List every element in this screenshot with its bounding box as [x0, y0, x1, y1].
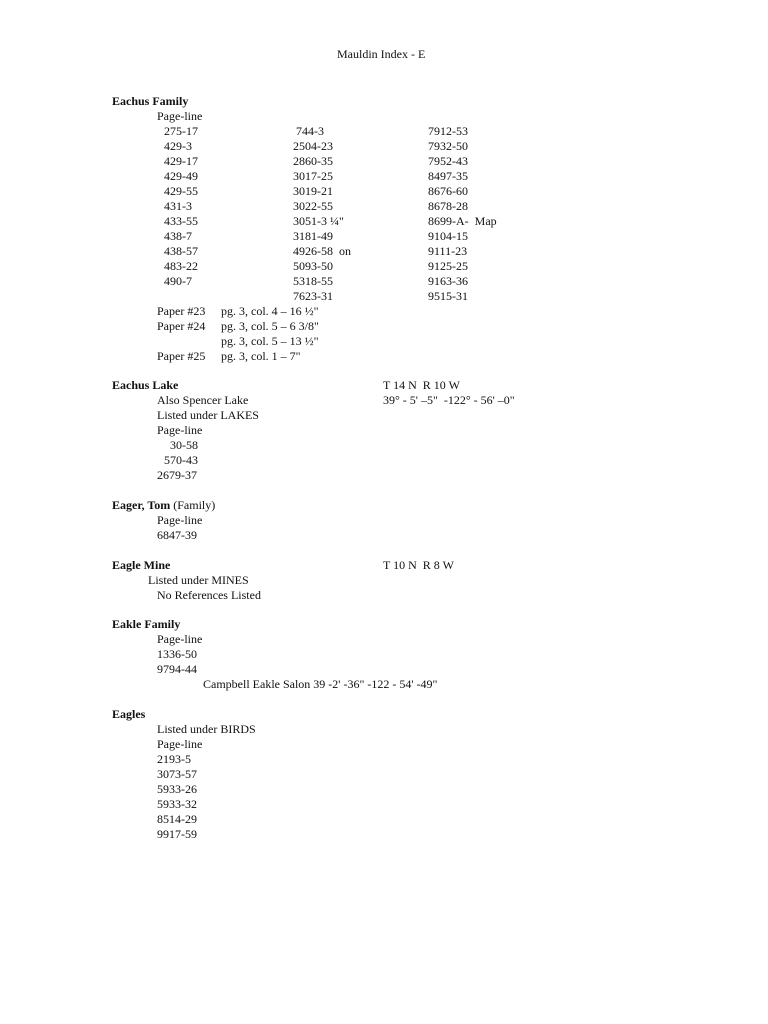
pageline-label: Page-line — [157, 632, 203, 646]
ref-item: 30-58 — [170, 438, 198, 452]
ref-item: 9111-23 — [428, 244, 468, 258]
coordinates: 39° - 5' –5" -122° - 56' –0" — [383, 393, 515, 407]
ref-item: 7952-43 — [428, 154, 468, 168]
ref-item: 490-7 — [164, 274, 192, 288]
entry-heading-eakle-family: Eakle Family — [112, 617, 181, 631]
ref-item: 431-3 — [164, 199, 192, 213]
ref-item: 429-55 — [164, 184, 198, 198]
ref-item: 9917-59 — [157, 827, 197, 841]
entry-heading-eachus-lake: Eachus Lake — [112, 378, 179, 392]
ref-item: 8497-35 — [428, 169, 468, 183]
ref-item: 7912-53 — [428, 124, 468, 138]
paper-detail: pg. 3, col. 5 – 13 ½" — [221, 334, 319, 348]
pageline-label: Page-line — [157, 737, 203, 751]
entry-line: Also Spencer Lake — [157, 393, 249, 407]
ref-item: 3073-57 — [157, 767, 197, 781]
ref-item: 9104-15 — [428, 229, 468, 243]
ref-item: 5933-32 — [157, 797, 197, 811]
paper-detail: pg. 3, col. 4 – 16 ½" — [221, 304, 319, 318]
ref-item: 1336-50 — [157, 647, 197, 661]
ref-item: 5318-55 — [293, 274, 333, 288]
ref-item: 4926-58 on — [293, 244, 351, 258]
entry-heading-eagle-mine: Eagle Mine — [112, 558, 171, 572]
ref-item: 3181-49 — [293, 229, 333, 243]
township-range: T 14 N R 10 W — [383, 378, 460, 392]
ref-item: 8678-28 — [428, 199, 468, 213]
ref-item: 429-49 — [164, 169, 198, 183]
paper-label: Paper #23 — [157, 304, 206, 318]
ref-item: 9163-36 — [428, 274, 468, 288]
ref-item: 7623-31 — [293, 289, 333, 303]
ref-item: 2860-35 — [293, 154, 333, 168]
ref-item: 3017-25 — [293, 169, 333, 183]
entry-note: No References Listed — [157, 588, 261, 602]
ref-item: 2193-5 — [157, 752, 191, 766]
entry-heading-eagles: Eagles — [112, 707, 146, 721]
ref-item: 8514-29 — [157, 812, 197, 826]
ref-item: 2679-37 — [157, 468, 197, 482]
paper-detail: pg. 3, col. 1 – 7" — [221, 349, 301, 363]
pageline-label: Page-line — [157, 109, 203, 123]
ref-item: 8676-60 — [428, 184, 468, 198]
ref-item: 5093-50 — [293, 259, 333, 273]
entry-heading-eachus-family: Eachus Family — [112, 94, 189, 108]
ref-item: 5933-26 — [157, 782, 197, 796]
ref-item: 429-17 — [164, 154, 198, 168]
ref-item: 9794-44 — [157, 662, 197, 676]
entry-note: Campbell Eakle Salon 39 -2' -36" -122 - 54' -49" — [203, 677, 438, 691]
entry-line: Listed under LAKES — [157, 408, 259, 422]
ref-item: 2504-23 — [293, 139, 333, 153]
page-title: Mauldin Index - E — [337, 47, 426, 61]
entry-heading-name: Eager, Tom — [112, 498, 171, 512]
ref-item: 6847-39 — [157, 528, 197, 542]
entry-heading-eager-tom — [112, 498, 215, 512]
ref-item: 7932-50 — [428, 139, 468, 153]
ref-item: 9125-25 — [428, 259, 468, 273]
paper-detail: pg. 3, col. 5 – 6 3/8" — [221, 319, 319, 333]
ref-item: 3019-21 — [293, 184, 333, 198]
paper-label: Paper #25 — [157, 349, 206, 363]
pageline-label: Page-line — [157, 423, 203, 437]
ref-item: 9515-31 — [428, 289, 468, 303]
ref-item: 438-57 — [164, 244, 198, 258]
ref-item: 438-7 — [164, 229, 192, 243]
ref-item: 433-55 — [164, 214, 198, 228]
ref-item: 3022-55 — [293, 199, 333, 213]
ref-item: 570-43 — [164, 453, 198, 467]
entry-line: Listed under BIRDS — [157, 722, 256, 736]
paper-label: Paper #24 — [157, 319, 206, 333]
ref-item: 429-3 — [164, 139, 192, 153]
pageline-label: Page-line — [157, 513, 203, 527]
entry-line: Listed under MINES — [148, 573, 249, 587]
ref-item: 275-17 — [164, 124, 198, 138]
ref-item: 8699-A- Map — [428, 214, 497, 228]
ref-item: 483-22 — [164, 259, 198, 273]
entry-heading-suffix: (Family) — [170, 498, 216, 512]
township-range: T 10 N R 8 W — [383, 558, 454, 572]
ref-item: 3051-3 ¼" — [293, 214, 344, 228]
ref-item: 744-3 — [296, 124, 324, 138]
